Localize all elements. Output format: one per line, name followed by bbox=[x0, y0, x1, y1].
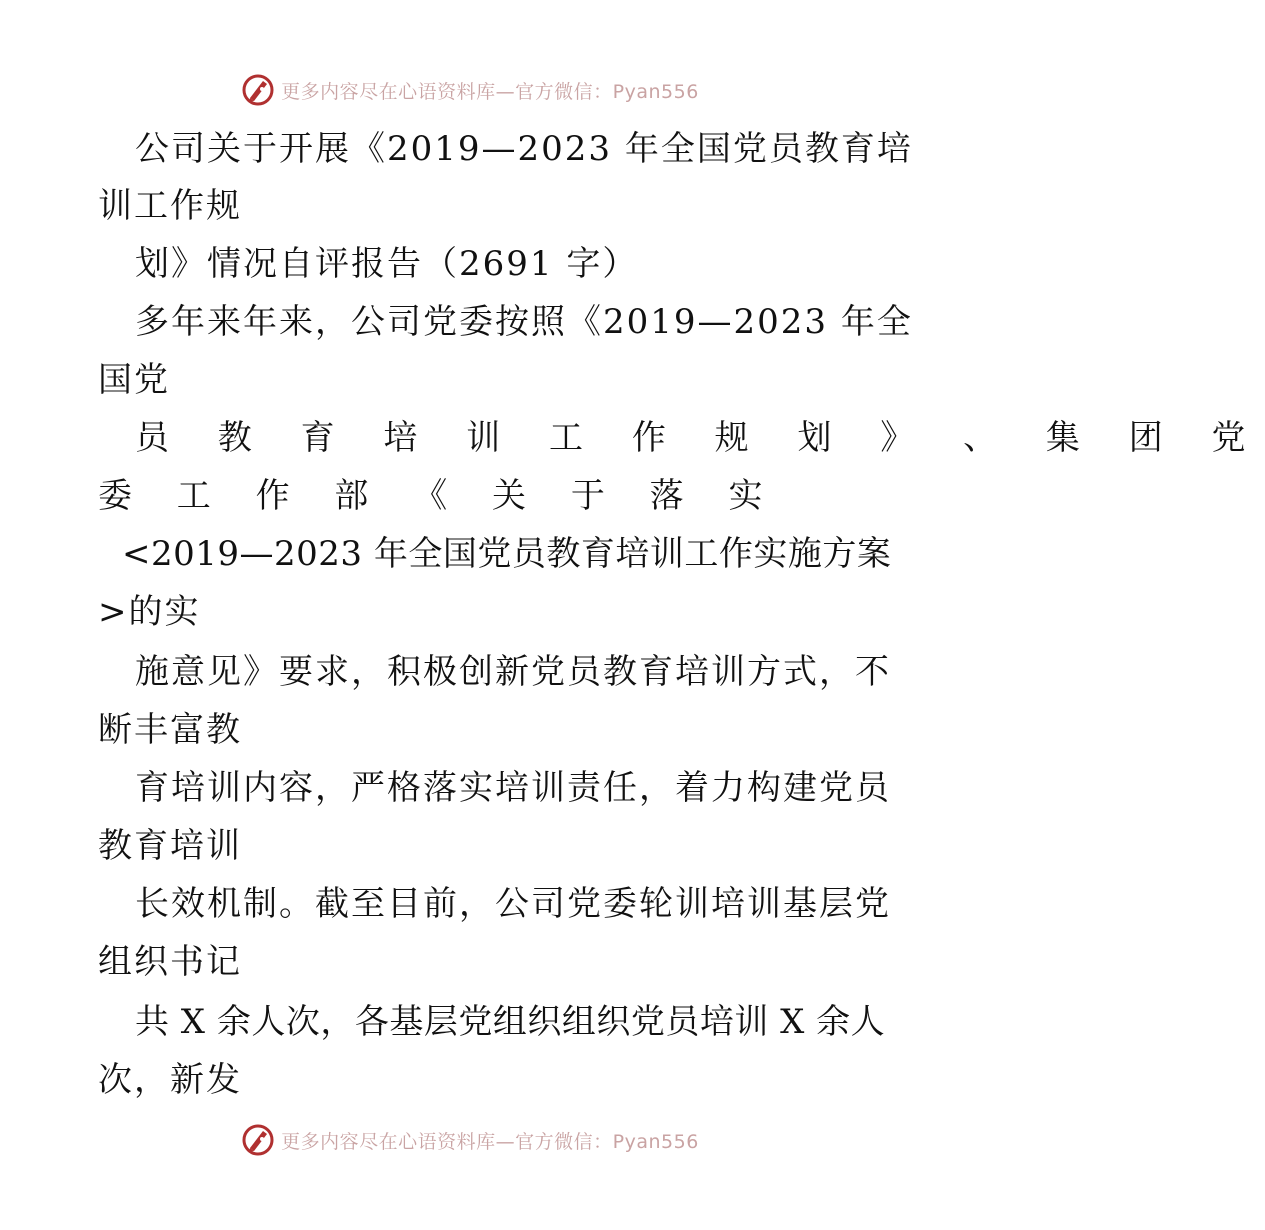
doc-line: 员 教 育 培 训 工 作 规 划 》 、 集 团 党 bbox=[135, 418, 1265, 458]
doc-line: 教育培训 bbox=[98, 826, 242, 866]
pen-logo-icon bbox=[241, 1123, 275, 1157]
doc-line: 国党 bbox=[98, 360, 170, 400]
header-banner-content bbox=[241, 73, 699, 107]
header-banner bbox=[0, 70, 950, 110]
footer-banner-text: 更多内容尽在心语资料库—官方微信：Pyan556 bbox=[281, 1130, 699, 1153]
footer-banner-content bbox=[241, 1123, 699, 1157]
doc-line: 育培训内容，严格落实培训责任，着力构建党员 bbox=[135, 768, 891, 808]
doc-line: 次，新发 bbox=[98, 1060, 242, 1100]
doc-line: <2019—2023 年全国党员教育培训工作实施方案 bbox=[122, 534, 892, 574]
doc-line: 多年来年来，公司党委按照《2019—2023 年全 bbox=[135, 302, 913, 342]
doc-line: 共 X 余人次，各基层党组织组织党员培训 X 余人 bbox=[135, 1002, 886, 1042]
doc-line: 委 工 作 部 《 关 于 落 实 bbox=[98, 476, 780, 516]
doc-line: 施意见》要求，积极创新党员教育培训方式，不 bbox=[135, 652, 891, 692]
doc-line: 划》情况自评报告（2691 字） bbox=[135, 244, 639, 284]
doc-line: 断丰富教 bbox=[98, 710, 242, 750]
doc-line: 长效机制。截至目前，公司党委轮训培训基层党 bbox=[135, 884, 891, 924]
doc-line: 组织书记 bbox=[98, 942, 242, 982]
doc-line: >的实 bbox=[98, 592, 201, 632]
pen-logo-icon bbox=[241, 73, 275, 107]
header-banner-text: 更多内容尽在心语资料库—官方微信：Pyan556 bbox=[281, 80, 699, 103]
footer-banner bbox=[0, 1120, 950, 1160]
doc-line: 训工作规 bbox=[98, 186, 242, 226]
doc-line: 公司关于开展《2019—2023 年全国党员教育培 bbox=[135, 129, 913, 169]
